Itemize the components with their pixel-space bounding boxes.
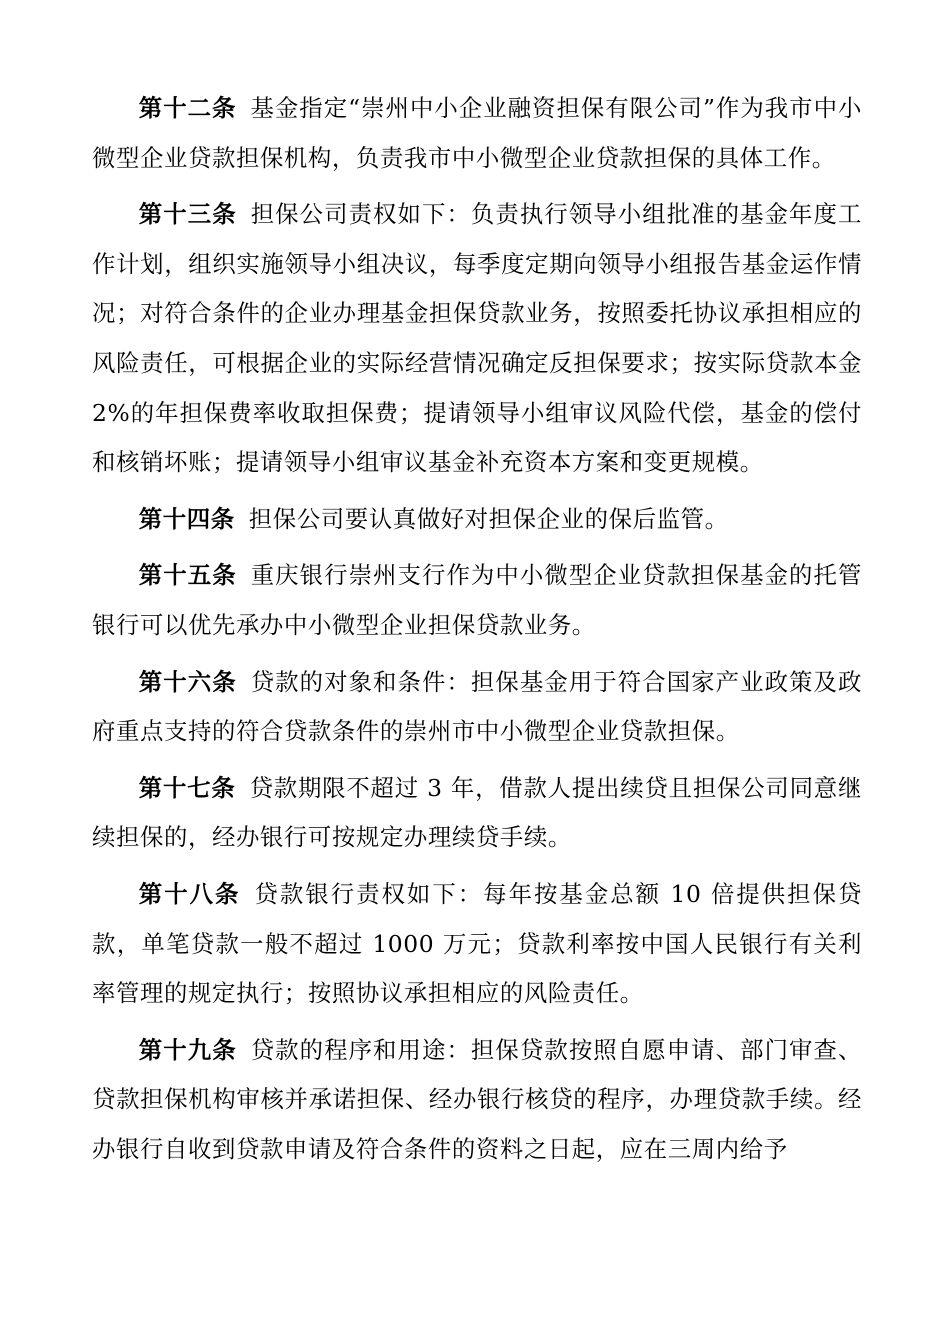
article-16 — [92, 658, 862, 757]
article-text: 贷款的程序和用途：担保贷款按照自愿申请、部门审查、贷款担保机构审核并承诺担保、经办银行核贷的程序，办理贷款手续。经办银行自收到贷款申请及符合条件的资料之日起，应在三周内给予 — [92, 1035, 862, 1163]
article-text: 贷款银行责权如下：每年按基金总额 10 倍提供担保贷款，单笔贷款一般不超过 1000 万元；贷款利率按中国人民银行有关利率管理的规定执行；按照协议承担相应的风险责任。 — [92, 879, 862, 1008]
article-heading: 第十七条 — [138, 773, 236, 802]
article-heading: 第十四条 — [138, 504, 235, 533]
article-heading: 第十八条 — [138, 879, 241, 908]
article-text: 贷款期限不超过 3 年，借款人提出续贷且担保公司同意继续担保的，经办银行可按规定办理续贷手续。 — [92, 773, 862, 852]
article-text: 贷款的对象和条件：担保基金用于符合国家产业政策及政府重点支持的符合贷款条件的崇州市中小微型企业贷款担保。 — [92, 667, 862, 746]
article-text: 担保公司要认真做好对担保企业的保后监管。 — [248, 504, 729, 533]
article-12 — [92, 84, 862, 183]
article-18 — [92, 870, 862, 1019]
article-17 — [92, 764, 862, 863]
article-heading: 第十六条 — [138, 667, 237, 696]
article-heading: 第十五条 — [138, 561, 237, 590]
article-heading: 第十九条 — [138, 1035, 237, 1064]
article-text: 基金指定“崇州中小企业融资担保有限公司”作为我市中小微型企业贷款担保机构，负责我市中小微型企业贷款担保的具体工作。 — [92, 94, 862, 172]
article-text: 重庆银行崇州支行作为中小微型企业贷款担保基金的托管银行可以优先承办中小微型企业担保贷款业务。 — [92, 561, 862, 639]
article-13 — [92, 190, 862, 488]
article-heading: 第十二条 — [138, 94, 237, 122]
document-body — [92, 84, 862, 1181]
article-heading: 第十三条 — [138, 200, 237, 229]
article-15 — [92, 551, 862, 650]
article-text: 担保公司责权如下：负责执行领导小组批准的基金年度工作计划，组织实施领导小组决议，每季度定期向领导小组报告基金运作情况；对符合条件的企业办理基金担保贷款业务，按照委托协议承担相应的风险责任，可根据企业的实际经营情况确定反担保要求；按实际贷款本金 2%的年担保费率收取担保费；提请领导小组审议风险代偿，基金的偿付和核销坏账；提请领导小组审议基金补充资本方案和变更规模。 — [92, 200, 862, 477]
article-14 — [92, 495, 862, 545]
article-19 — [92, 1026, 862, 1175]
